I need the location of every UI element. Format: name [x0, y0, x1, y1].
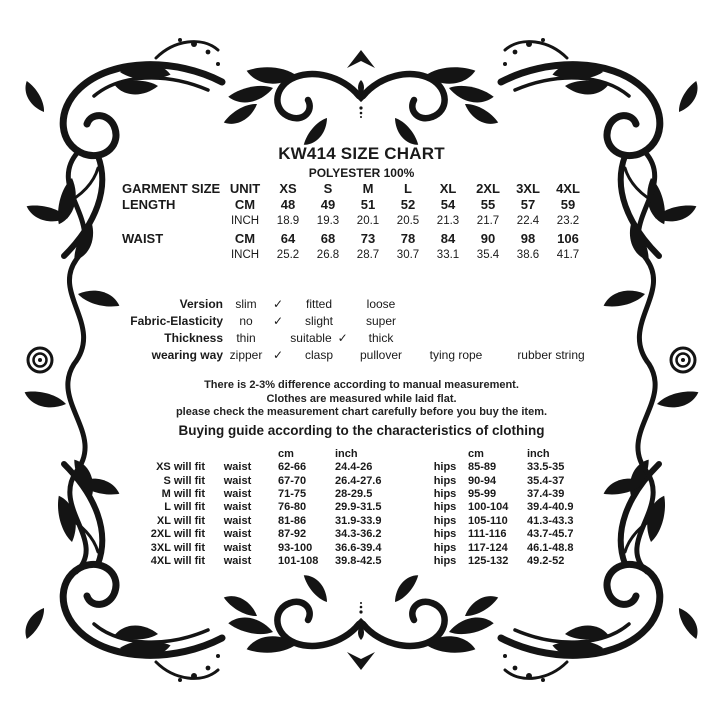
note-line: There is 2-3% difference according to manual measurement. [204, 379, 519, 391]
size-label: L will fit [164, 501, 205, 514]
cell: 90 [480, 230, 496, 246]
cell: 62-66 [278, 461, 307, 474]
cell: 49 [320, 197, 336, 213]
size-header: 4XL [556, 180, 580, 196]
cell: 39.4-40.9 [527, 501, 574, 514]
cell: 35.4 [476, 248, 500, 261]
cell: 37.4-39 [527, 488, 565, 501]
cell: 43.7-45.7 [527, 528, 574, 541]
cell: 22.4 [516, 215, 540, 228]
cell: 25.2 [276, 248, 300, 261]
waist-inch-row [122, 246, 588, 263]
cell: 57 [520, 197, 536, 213]
cell: 85-89 [468, 461, 497, 474]
size-header: L [404, 180, 412, 196]
cell: 31.9-33.9 [335, 514, 382, 527]
option: zipper [229, 347, 263, 362]
size-label: 4XL will fit [150, 555, 205, 568]
cell: 52 [400, 197, 416, 213]
buying-guide-row-s [120, 474, 600, 487]
waist-cm-row [122, 230, 588, 247]
cm-header: cm [468, 447, 484, 460]
row-label: WAIST [122, 230, 164, 246]
option: clasp [304, 347, 333, 362]
option: rubber string [517, 347, 585, 362]
cm-header: cm [278, 447, 294, 460]
buying-guide-table [120, 447, 600, 568]
page-title: KW414 SIZE CHART [278, 144, 445, 163]
cell: 81-86 [278, 514, 307, 527]
size-table-header-row [122, 180, 588, 197]
option: super [365, 314, 397, 329]
cell: 101-108 [278, 555, 319, 568]
cell: 48 [280, 197, 296, 213]
row-label: Version [179, 297, 223, 312]
cell: 84 [440, 230, 456, 246]
cell: 76-80 [278, 501, 307, 514]
elasticity-row [122, 313, 601, 330]
waist-label: waist [223, 461, 252, 474]
version-row [122, 296, 601, 313]
buying-guide-heading: Buying guide according to the characteristics of clothing [178, 423, 545, 438]
hips-label: hips [433, 528, 457, 541]
check-icon: ✓ [337, 330, 348, 345]
row-label: wearing way [151, 347, 223, 362]
cell: 125-132 [468, 555, 509, 568]
row-label: Fabric-Elasticity [130, 314, 223, 329]
buying-guide-row-xl [120, 514, 600, 527]
garment-size-header: GARMENT SIZE [122, 180, 221, 196]
length-cm-row [122, 197, 588, 214]
cell: 21.7 [476, 215, 500, 228]
buying-guide-row-m [120, 487, 600, 500]
cell: 117-124 [468, 541, 508, 554]
unit-header: UNIT [229, 180, 261, 196]
option: no [239, 314, 253, 329]
cell: 18.9 [276, 215, 300, 228]
hips-label: hips [433, 555, 457, 568]
cell: 64 [280, 230, 296, 246]
hips-label: hips [433, 474, 457, 487]
hips-label: hips [433, 488, 457, 501]
buying-guide-row-4xl [120, 555, 600, 568]
cell: 59 [560, 197, 576, 213]
buying-guide-row-xs [120, 460, 600, 473]
cell: 19.3 [316, 215, 340, 228]
row-label: LENGTH [122, 197, 176, 213]
row-unit: INCH [230, 248, 260, 261]
cell: 28-29.5 [335, 488, 373, 501]
cell: 67-70 [278, 474, 307, 487]
cell: 20.5 [396, 215, 420, 228]
cell: 68 [320, 230, 336, 246]
waist-label: waist [223, 541, 252, 554]
hips-label: hips [433, 514, 457, 527]
cell: 21.3 [436, 215, 460, 228]
measurement-notes [0, 379, 723, 420]
size-header: 3XL [516, 180, 540, 196]
characteristics-list [122, 296, 601, 363]
size-label: 2XL will fit [150, 528, 205, 541]
size-label: M will fit [161, 488, 205, 501]
option: tying rope [429, 347, 483, 362]
cell: 20.1 [356, 215, 380, 228]
check-icon: ✓ [272, 347, 284, 362]
option: thick [368, 330, 394, 345]
cell: 41.3-43.3 [527, 514, 574, 527]
cell: 41.7 [556, 248, 580, 261]
wearing-way-row [122, 346, 601, 363]
cell: 23.2 [556, 215, 580, 228]
size-header: M [362, 180, 374, 196]
cell: 24.4-26 [335, 461, 373, 474]
cell: 49.2-52 [527, 555, 565, 568]
hips-label: hips [433, 461, 457, 474]
cell: 38.6 [516, 248, 540, 261]
cell: 105-110 [468, 514, 508, 527]
waist-label: waist [223, 474, 252, 487]
waist-label: waist [223, 514, 252, 527]
cell: 26.4-27.6 [335, 474, 382, 487]
cell: 106 [557, 230, 579, 246]
row-label: Thickness [164, 330, 223, 345]
cell: 95-99 [468, 488, 497, 501]
size-header: XL [439, 180, 457, 196]
inch-header: inch [335, 447, 358, 460]
size-label: XL will fit [156, 514, 205, 527]
cell: 33.1 [436, 248, 460, 261]
waist-label: waist [223, 501, 252, 514]
cell: 71-75 [278, 488, 307, 501]
row-unit: INCH [230, 215, 260, 228]
check-icon: ✓ [272, 297, 284, 312]
cell: 93-100 [278, 541, 313, 554]
size-header: S [323, 180, 333, 196]
cell: 78 [400, 230, 416, 246]
cell: 55 [480, 197, 496, 213]
buying-guide-row-3xl [120, 541, 600, 554]
hips-label: hips [433, 541, 457, 554]
cell: 90-94 [468, 474, 497, 487]
buying-guide-row-2xl [120, 528, 600, 541]
cell: 30.7 [396, 248, 420, 261]
option: pullover [359, 347, 403, 362]
cell: 35.4-37 [527, 474, 565, 487]
waist-label: waist [223, 528, 252, 541]
cell: 34.3-36.2 [335, 528, 382, 541]
option: fitted [305, 297, 332, 312]
garment-size-table [122, 180, 588, 263]
hips-label: hips [433, 501, 457, 514]
check-icon: ✓ [272, 314, 284, 329]
buying-guide-header-row [120, 447, 600, 460]
size-header: XS [279, 180, 297, 196]
note-line: please check the measurement chart carefully before you buy the item. [175, 406, 548, 418]
option: thin [236, 330, 256, 345]
waist-label: waist [223, 555, 252, 568]
cell: 36.6-39.4 [335, 541, 382, 554]
option: slim [235, 297, 257, 312]
option: loose [366, 297, 396, 312]
cell: 51 [360, 197, 376, 213]
size-header: 2XL [476, 180, 500, 196]
fabric-subtitle: POLYESTER 100% [308, 166, 415, 180]
cell: 29.9-31.5 [335, 501, 382, 514]
cell: 28.7 [356, 248, 380, 261]
size-label: 3XL will fit [150, 541, 205, 554]
cell: 98 [520, 230, 536, 246]
cell: 26.8 [316, 248, 340, 261]
length-inch-row [122, 213, 588, 230]
cell: 46.1-48.8 [527, 541, 574, 554]
size-label: XS will fit [156, 461, 205, 474]
option: slight [304, 314, 333, 329]
cell: 54 [440, 197, 456, 213]
waist-label: waist [223, 488, 252, 501]
row-unit: CM [234, 197, 256, 213]
cell: 87-92 [278, 528, 307, 541]
size-label: S will fit [163, 474, 205, 487]
inch-header: inch [527, 447, 550, 460]
cell: 39.8-42.5 [335, 555, 382, 568]
row-unit: CM [234, 230, 256, 246]
cell: 73 [360, 230, 376, 246]
option: suitable [290, 330, 332, 345]
cell: 33.5-35 [527, 461, 565, 474]
note-line: Clothes are measured while laid flat. [266, 392, 457, 405]
thickness-row [122, 330, 601, 347]
buying-guide-row-l [120, 501, 600, 514]
cell: 100-104 [468, 501, 509, 514]
cell: 111-116 [468, 528, 507, 541]
